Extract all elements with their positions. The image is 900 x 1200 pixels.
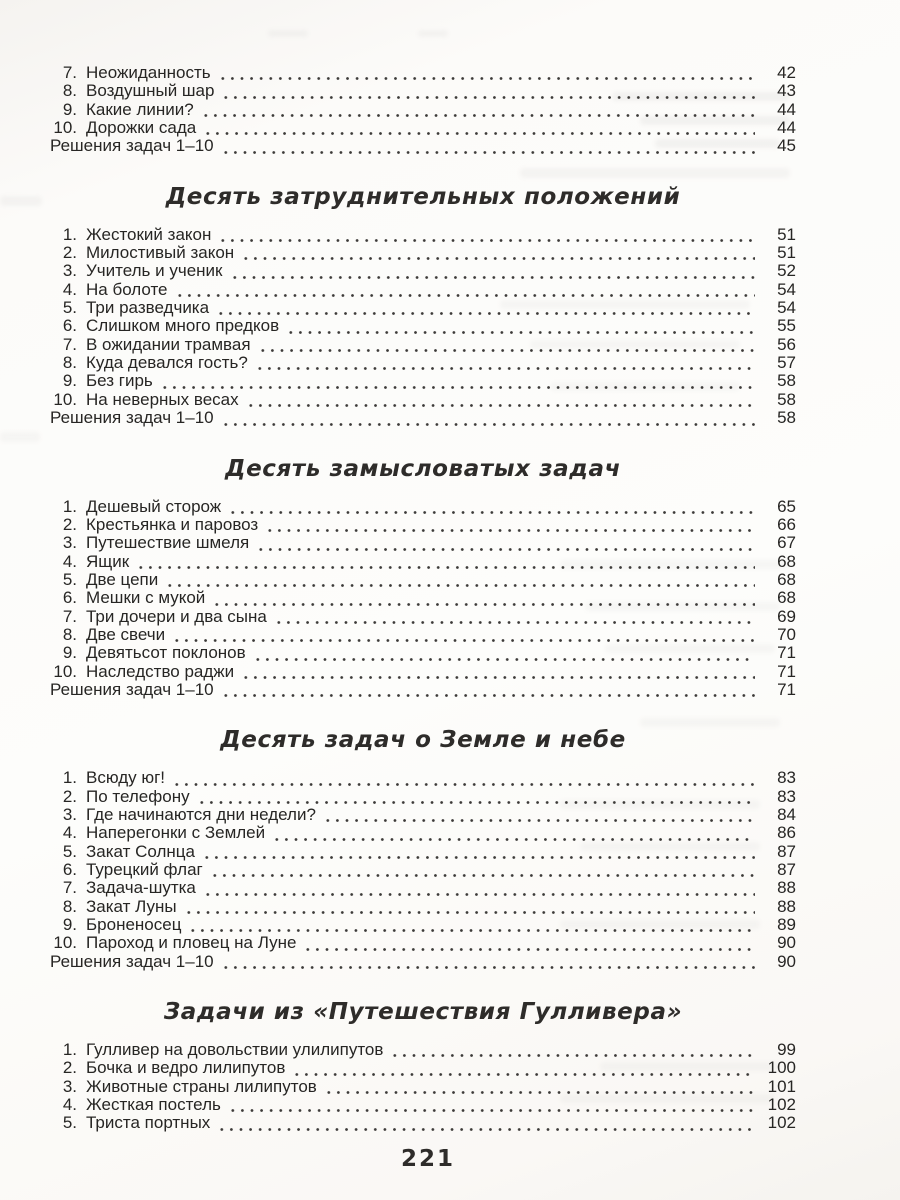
entry-page-number: 51	[777, 243, 796, 263]
entry-title: Всюду юг!	[86, 768, 166, 788]
entry-title: Наследство раджи	[86, 661, 235, 681]
showthrough-smudge	[0, 432, 40, 442]
entry-page-number: 52	[777, 261, 796, 281]
entry-page-number: 89	[777, 915, 796, 935]
entry-title: Гулливер на довольствии улилипутов	[86, 1040, 384, 1060]
toc-entry	[50, 934, 796, 952]
toc-entry	[50, 788, 796, 806]
entry-number: 5.	[62, 298, 77, 318]
toc-entry	[50, 879, 796, 897]
toc-entry	[50, 226, 796, 244]
entry-page-number: 45	[777, 136, 796, 156]
toc-entry	[50, 898, 796, 916]
toc-section	[50, 64, 796, 156]
dot-leader	[188, 918, 755, 933]
section-heading: Десять задач о Земле и небе	[220, 727, 626, 754]
entry-title: Триста портных	[86, 1113, 211, 1133]
entry-number: 1.	[62, 224, 77, 244]
entry-number: 9.	[62, 371, 77, 391]
entry-page-number: 86	[777, 823, 796, 843]
dot-leader	[165, 573, 755, 588]
entry-title: Наперегонки с Землей	[86, 823, 266, 843]
dot-leader	[253, 647, 755, 662]
entry-page-number: 55	[777, 316, 796, 336]
dot-leader	[216, 301, 755, 316]
entry-number: 2.	[62, 786, 77, 806]
toc-section	[50, 725, 796, 971]
entry-page-number: 87	[777, 841, 796, 861]
entry-page-number: 54	[777, 279, 796, 299]
entry-title: Решения задач 1–10	[50, 951, 214, 971]
entry-number: 2.	[62, 514, 77, 534]
dot-leader	[203, 121, 755, 136]
entry-page-number: 56	[777, 334, 796, 354]
dot-leader	[323, 808, 755, 823]
entry-page-number: 54	[777, 298, 796, 318]
toc-entry	[50, 1114, 796, 1132]
toc-entry	[50, 101, 796, 119]
dot-leader	[218, 66, 755, 81]
toc-entry	[50, 262, 796, 280]
dot-leader	[246, 393, 755, 408]
toc-entry	[50, 1059, 796, 1077]
entry-number: 7.	[62, 878, 77, 898]
toc-entry	[50, 299, 796, 317]
toc-entry	[50, 681, 796, 699]
entry-page-number: 71	[777, 661, 796, 681]
entry-title: Ящик	[86, 551, 130, 571]
entry-title: Без гирь	[86, 371, 153, 391]
dot-leader	[221, 85, 755, 100]
entry-page-number: 43	[777, 81, 796, 101]
dot-leader	[241, 665, 755, 680]
entry-page-number: 88	[777, 896, 796, 916]
toc-entry	[50, 824, 796, 842]
dot-leader	[160, 375, 755, 390]
toc-entry	[50, 281, 796, 299]
toc-entry	[50, 953, 796, 971]
entry-page-number: 101	[767, 1076, 796, 1096]
entry-number: 10.	[53, 389, 77, 409]
dot-leader	[218, 228, 755, 243]
toc-entry	[50, 409, 796, 427]
entry-title: Задача-шутка	[86, 878, 196, 898]
entry-number: 8.	[62, 81, 77, 101]
dot-leader	[265, 518, 755, 533]
toc-entry	[50, 498, 796, 516]
entry-title: Учитель и ученик	[86, 261, 223, 281]
entry-page-number: 84	[777, 804, 796, 824]
entry-number: 9.	[62, 643, 77, 663]
entry-title: Путешествие шмеля	[86, 533, 250, 553]
entry-page-number: 83	[777, 786, 796, 806]
entry-page-number: 58	[777, 389, 796, 409]
entry-title: Слишком много предков	[86, 316, 280, 336]
entry-page-number: 68	[777, 588, 796, 608]
dot-leader	[210, 863, 755, 878]
entry-page-number: 67	[777, 533, 796, 553]
dot-leader	[202, 845, 755, 860]
toc-entry	[50, 843, 796, 861]
entry-number: 5.	[62, 841, 77, 861]
dot-leader	[217, 1117, 755, 1132]
entry-number: 7.	[62, 606, 77, 626]
dot-leader	[324, 1080, 755, 1095]
entry-title: Крестьянка и паровоз	[86, 514, 259, 534]
toc-entry	[50, 644, 796, 662]
toc	[50, 64, 796, 1133]
entry-title: Решения задач 1–10	[50, 679, 214, 699]
entry-page-number: 88	[777, 878, 796, 898]
toc-entry	[50, 391, 796, 409]
entry-title: Воздушный шар	[86, 81, 215, 101]
entry-number: 3.	[62, 533, 77, 553]
entry-page-number: 58	[777, 371, 796, 391]
entry-number: 5.	[62, 569, 77, 589]
entry-title: Жесткая постель	[86, 1095, 221, 1115]
entry-number: 10.	[53, 118, 77, 138]
entry-page-number: 99	[777, 1040, 796, 1060]
entry-title: По телефону	[86, 786, 190, 806]
entry-number: 6.	[62, 316, 77, 336]
toc-entry	[50, 336, 796, 354]
dot-leader	[255, 356, 755, 371]
entry-number: 1.	[62, 496, 77, 516]
dot-leader	[203, 882, 755, 897]
dot-leader	[241, 246, 755, 261]
entry-title: Пароход и пловец на Луне	[86, 933, 297, 953]
entry-title: Три разведчика	[86, 298, 210, 318]
entry-title: Неожиданность	[86, 63, 211, 82]
entry-page-number: 44	[777, 118, 796, 138]
entry-title: Закат Луны	[86, 896, 177, 916]
entry-page-number: 66	[777, 514, 796, 534]
dot-leader	[197, 790, 755, 805]
entry-title: Закат Солнца	[86, 841, 195, 861]
entry-page-number: 71	[777, 643, 796, 663]
dot-leader	[175, 283, 755, 298]
entry-number: 9.	[62, 99, 77, 119]
entry-page-number: 69	[777, 606, 796, 626]
dot-leader	[258, 338, 755, 353]
toc-entry	[50, 571, 796, 589]
entry-page-number: 51	[777, 224, 796, 244]
toc-entry	[50, 372, 796, 390]
entry-title: Милостивый закон	[86, 243, 235, 263]
entry-title: Животные страны лилипутов	[86, 1076, 317, 1096]
dot-leader	[201, 103, 755, 118]
entry-page-number: 44	[777, 99, 796, 119]
toc-entry	[50, 137, 796, 155]
entry-page-number: 102	[767, 1095, 796, 1115]
dot-leader	[256, 537, 755, 552]
showthrough-smudge	[268, 30, 308, 37]
entry-number: 1.	[62, 768, 77, 788]
toc-entry	[50, 861, 796, 879]
entry-title: В ожидании трамвая	[86, 334, 251, 354]
toc-entry	[50, 82, 796, 100]
dot-leader	[221, 412, 755, 427]
dot-leader	[303, 937, 755, 952]
toc-entry	[50, 769, 796, 787]
entry-number: 8.	[62, 896, 77, 916]
toc-entry	[50, 916, 796, 934]
toc-entry	[50, 244, 796, 262]
entry-page-number: 87	[777, 860, 796, 879]
dot-leader	[221, 683, 755, 698]
entry-page-number: 83	[777, 768, 796, 788]
entry-number: 6.	[62, 860, 77, 879]
toc-entry	[50, 626, 796, 644]
entry-number: 7.	[62, 334, 77, 354]
entry-number: 8.	[62, 353, 77, 373]
toc-entry	[50, 534, 796, 552]
entry-number: 9.	[62, 915, 77, 935]
entry-number: 4.	[62, 1095, 77, 1115]
entry-number: 4.	[62, 551, 77, 571]
entry-title: Бочка и ведро лилипутов	[86, 1058, 286, 1078]
section-heading: Десять затруднительных положений	[165, 183, 681, 210]
entry-page-number: 68	[777, 551, 796, 571]
entry-title: Жестокий закон	[86, 224, 212, 244]
dot-leader	[274, 610, 755, 625]
entry-page-number: 65	[777, 496, 796, 516]
entry-title: Решения задач 1–10	[50, 408, 214, 428]
entry-page-number: 71	[777, 679, 796, 699]
entry-number: 2.	[62, 243, 77, 263]
entry-number: 10.	[53, 661, 77, 681]
entry-page-number: 90	[777, 951, 796, 971]
entry-number: 1.	[62, 1040, 77, 1060]
entry-title: Куда девался гость?	[86, 353, 248, 373]
entry-title: Три дочери и два сына	[86, 606, 267, 626]
entry-number: 7.	[62, 63, 77, 82]
entry-title: На неверных весах	[86, 389, 239, 409]
entry-page-number: 100	[767, 1058, 796, 1078]
toc-section	[50, 997, 796, 1133]
entry-title: Какие линии?	[86, 99, 194, 119]
entry-title: Турецкий флаг	[86, 860, 203, 879]
toc-entry	[50, 589, 796, 607]
entry-number: 2.	[62, 1058, 77, 1078]
entry-number: 8.	[62, 624, 77, 644]
entry-title: На болоте	[86, 279, 168, 299]
toc-entry	[50, 1096, 796, 1114]
dot-leader	[172, 772, 755, 787]
entry-page-number: 90	[777, 933, 796, 953]
page-folio: 221	[400, 1146, 455, 1172]
dot-leader	[136, 555, 755, 570]
entry-title: Броненосец	[86, 915, 182, 935]
dot-leader	[286, 320, 755, 335]
dot-leader	[292, 1062, 755, 1077]
dot-leader	[272, 827, 755, 842]
entry-title: Две свечи	[86, 624, 166, 644]
toc-section	[50, 182, 796, 428]
dot-leader	[172, 628, 755, 643]
toc-entry	[50, 1041, 796, 1059]
entry-page-number: 57	[777, 353, 796, 373]
entry-page-number: 70	[777, 624, 796, 644]
toc-entry	[50, 663, 796, 681]
entry-title: Дорожки сада	[86, 118, 197, 138]
entry-title: Решения задач 1–10	[50, 136, 214, 156]
toc-entry	[50, 119, 796, 137]
dot-leader	[228, 500, 755, 515]
entry-number: 4.	[62, 823, 77, 843]
section-heading: Десять замысловатых задач	[225, 455, 621, 482]
entry-number: 4.	[62, 279, 77, 299]
entry-title: Две цепи	[86, 569, 159, 589]
toc-entry	[50, 516, 796, 534]
toc-entry	[50, 317, 796, 335]
entry-page-number: 68	[777, 569, 796, 589]
toc-entry	[50, 354, 796, 372]
entry-number: 10.	[53, 933, 77, 953]
entry-title: Где начинаются дни недели?	[86, 804, 316, 824]
dot-leader	[221, 955, 755, 970]
toc-entry	[50, 553, 796, 571]
showthrough-smudge	[418, 30, 448, 37]
dot-leader	[221, 140, 755, 155]
dot-leader	[390, 1043, 755, 1058]
entry-number: 3.	[62, 1076, 77, 1096]
entry-title: Дешевый сторож	[86, 496, 222, 516]
section-heading: Задачи из «Путешествия Гулливера»	[163, 999, 683, 1026]
dot-leader	[184, 900, 755, 915]
entry-page-number: 42	[777, 63, 796, 82]
dot-leader	[212, 592, 755, 607]
entry-number: 6.	[62, 588, 77, 608]
entry-title: Мешки с мукой	[86, 588, 206, 608]
toc-entry	[50, 608, 796, 626]
entry-page-number: 58	[777, 408, 796, 428]
entry-title: Девятьсот поклонов	[86, 643, 246, 663]
entry-number: 3.	[62, 261, 77, 281]
entry-number: 5.	[62, 1113, 77, 1133]
toc-entry	[50, 64, 796, 82]
toc-entry	[50, 806, 796, 824]
toc-section	[50, 454, 796, 700]
showthrough-smudge	[0, 196, 42, 206]
entry-number: 3.	[62, 804, 77, 824]
dot-leader	[228, 1098, 755, 1113]
toc-entry	[50, 1078, 796, 1096]
dot-leader	[230, 265, 756, 280]
entry-page-number: 102	[767, 1113, 796, 1133]
